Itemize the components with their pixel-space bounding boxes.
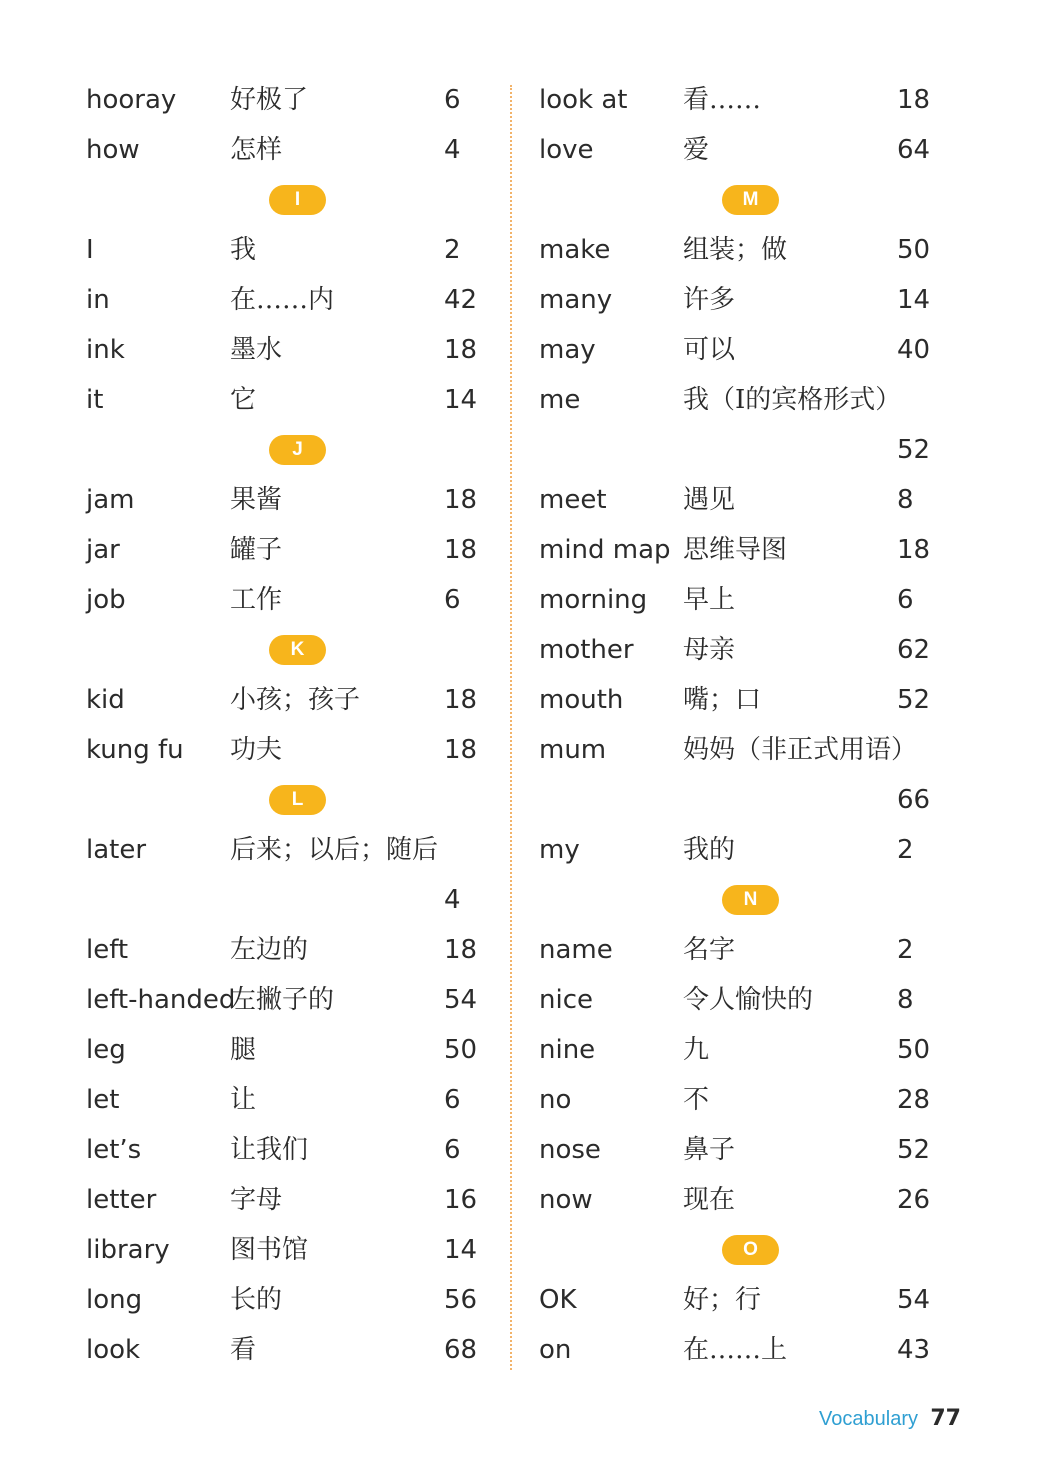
entry-word: job — [86, 585, 126, 615]
entry-word: let — [86, 1085, 120, 1115]
entry-page-number: 6 — [897, 585, 914, 615]
entry-meaning: 让我们 — [230, 1135, 309, 1165]
entry-meaning: 好；行 — [683, 1285, 762, 1315]
entry-page-number: 26 — [897, 1185, 931, 1215]
entry-word: nine — [539, 1035, 596, 1065]
letter-section-header — [539, 1225, 959, 1275]
letter-badge: N — [722, 885, 779, 915]
entry-meaning: 可以 — [683, 335, 736, 365]
footer-section-label: Vocabulary — [819, 1408, 919, 1430]
vocab-entry — [86, 75, 506, 125]
entry-page-number: 54 — [444, 985, 478, 1015]
entry-page-number: 8 — [897, 485, 914, 515]
entry-meaning: 在……内 — [230, 285, 335, 315]
entry-meaning: 左边的 — [230, 935, 309, 965]
vocab-entry — [86, 975, 506, 1025]
vocab-entry — [539, 225, 959, 275]
entry-page-number: 14 — [444, 385, 478, 415]
entry-page-number: 40 — [897, 335, 931, 365]
entry-page-number: 52 — [897, 685, 931, 715]
vocab-entry — [539, 925, 959, 975]
entry-page-number: 68 — [444, 1335, 478, 1365]
vocab-entry — [539, 1275, 959, 1325]
entry-word: jam — [86, 485, 135, 515]
vocab-entry — [539, 275, 959, 325]
entry-word: mother — [539, 635, 634, 665]
entry-page-number: 18 — [444, 485, 478, 515]
vocab-entry — [539, 625, 959, 675]
entry-page-number: 16 — [444, 1185, 478, 1215]
entry-page-continuation — [539, 425, 959, 475]
entry-page-number: 18 — [444, 935, 478, 965]
entry-word: mind map — [539, 535, 671, 565]
entry-page-number: 8 — [897, 985, 914, 1015]
entry-meaning: 名字 — [683, 935, 736, 965]
letter-badge: I — [269, 185, 326, 215]
vocab-entry — [86, 725, 506, 775]
vocab-entry — [86, 675, 506, 725]
letter-section-header — [86, 625, 506, 675]
entry-word: long — [86, 1285, 143, 1315]
entry-page-number: 66 — [897, 785, 931, 815]
entry-word: mum — [539, 735, 607, 765]
entry-page-number: 6 — [444, 585, 461, 615]
entry-page-continuation — [539, 775, 959, 825]
entry-meaning: 我（I的宾格形式） — [683, 385, 902, 415]
entry-meaning: 令人愉快的 — [683, 985, 814, 1015]
entry-meaning: 图书馆 — [230, 1235, 309, 1265]
vocab-entry — [539, 375, 959, 425]
letter-section-header — [539, 175, 959, 225]
entry-meaning: 现在 — [683, 1185, 736, 1215]
entry-page-number: 18 — [444, 335, 478, 365]
entry-meaning: 我 — [230, 235, 257, 265]
entry-page-number: 64 — [897, 135, 931, 165]
entry-word: morning — [539, 585, 648, 615]
entry-page-number: 18 — [897, 85, 931, 115]
vocab-entry — [86, 1225, 506, 1275]
vocab-entry — [86, 325, 506, 375]
entry-meaning: 看…… — [683, 85, 762, 115]
entry-word: OK — [539, 1285, 577, 1315]
entry-page-number: 50 — [897, 235, 931, 265]
entry-word: make — [539, 235, 611, 265]
entry-word: meet — [539, 485, 607, 515]
entry-word: may — [539, 335, 596, 365]
entry-meaning: 组装；做 — [683, 235, 788, 265]
vocab-entry — [86, 1175, 506, 1225]
letter-badge: L — [269, 785, 326, 815]
entry-word: my — [539, 835, 580, 865]
entry-page-number: 6 — [444, 85, 461, 115]
entry-word: no — [539, 1085, 572, 1115]
letter-section-header — [539, 875, 959, 925]
entry-page-number: 2 — [897, 835, 914, 865]
entry-meaning: 工作 — [230, 585, 283, 615]
entry-word: later — [86, 835, 147, 865]
entry-meaning: 功夫 — [230, 735, 283, 765]
entry-word: look — [86, 1335, 141, 1365]
entry-word: it — [86, 385, 104, 415]
vocab-entry — [86, 225, 506, 275]
vocab-entry — [539, 575, 959, 625]
entry-meaning: 后来；以后；随后 — [230, 835, 439, 865]
entry-word: on — [539, 1335, 572, 1365]
page-footer — [819, 1402, 961, 1435]
entry-page-number: 28 — [897, 1085, 931, 1115]
entry-word: library — [86, 1235, 170, 1265]
vocab-entry — [86, 1125, 506, 1175]
vocab-entry — [86, 1325, 506, 1375]
entry-word: kung fu — [86, 735, 184, 765]
entry-page-number: 50 — [897, 1035, 931, 1065]
entry-meaning: 墨水 — [230, 335, 283, 365]
entry-page-number: 6 — [444, 1085, 461, 1115]
letter-section-header — [86, 775, 506, 825]
entry-word: mouth — [539, 685, 624, 715]
vocab-entry — [539, 525, 959, 575]
entry-page-continuation — [86, 875, 506, 925]
entry-meaning: 罐子 — [230, 535, 283, 565]
entry-word: nose — [539, 1135, 601, 1165]
vocab-entry — [539, 675, 959, 725]
entry-meaning: 长的 — [230, 1285, 283, 1315]
entry-meaning: 母亲 — [683, 635, 736, 665]
entry-page-number: 14 — [444, 1235, 478, 1265]
entry-word: kid — [86, 685, 125, 715]
entry-word: love — [539, 135, 594, 165]
entry-page-number: 18 — [444, 735, 478, 765]
entry-meaning: 看 — [230, 1335, 257, 1365]
entry-word: in — [86, 285, 110, 315]
vocabulary-right-column — [539, 75, 959, 1375]
vocab-entry — [86, 1025, 506, 1075]
vocab-entry — [86, 125, 506, 175]
vocab-entry — [86, 525, 506, 575]
entry-page-number: 6 — [444, 1135, 461, 1165]
entry-page-number: 2 — [444, 235, 461, 265]
entry-meaning: 小孩；孩子 — [230, 685, 361, 715]
vocab-entry — [539, 1075, 959, 1125]
entry-page-number: 18 — [897, 535, 931, 565]
entry-word: now — [539, 1185, 593, 1215]
entry-word: letter — [86, 1185, 157, 1215]
vocab-entry — [539, 1175, 959, 1225]
entry-meaning: 不 — [683, 1085, 710, 1115]
entry-page-number: 50 — [444, 1035, 478, 1065]
entry-page-number: 18 — [444, 535, 478, 565]
entry-meaning: 字母 — [230, 1185, 283, 1215]
entry-word: look at — [539, 85, 628, 115]
vocab-entry — [539, 825, 959, 875]
vocab-entry — [86, 1075, 506, 1125]
vocab-entry — [86, 1275, 506, 1325]
entry-page-number: 62 — [897, 635, 931, 665]
page-number: 77 — [930, 1406, 961, 1431]
entry-word: left-handed — [86, 985, 236, 1015]
vocab-entry — [539, 975, 959, 1025]
entry-page-number: 54 — [897, 1285, 931, 1315]
entry-word: me — [539, 385, 581, 415]
vocab-entry — [539, 325, 959, 375]
vocab-entry — [86, 375, 506, 425]
entry-word: let’s — [86, 1135, 142, 1165]
letter-section-header — [86, 175, 506, 225]
letter-badge: O — [722, 1235, 779, 1265]
entry-page-number: 18 — [444, 685, 478, 715]
vocab-entry — [86, 275, 506, 325]
entry-word: name — [539, 935, 613, 965]
entry-meaning: 腿 — [230, 1035, 257, 1065]
entry-word: I — [86, 235, 94, 265]
vocabulary-left-column — [86, 75, 506, 1375]
entry-word: jar — [86, 535, 120, 565]
entry-meaning: 好极了 — [230, 85, 309, 115]
entry-word: leg — [86, 1035, 126, 1065]
entry-page-number: 52 — [897, 1135, 931, 1165]
entry-page-number: 2 — [897, 935, 914, 965]
entry-meaning: 早上 — [683, 585, 736, 615]
vocab-entry — [539, 1125, 959, 1175]
entry-meaning: 鼻子 — [683, 1135, 736, 1165]
entry-meaning: 许多 — [683, 285, 736, 315]
entry-word: left — [86, 935, 129, 965]
entry-meaning: 我的 — [683, 835, 736, 865]
entry-page-number: 14 — [897, 285, 931, 315]
vocab-entry — [86, 475, 506, 525]
entry-meaning: 九 — [683, 1035, 710, 1065]
entry-page-number: 4 — [444, 885, 461, 915]
entry-word: ink — [86, 335, 125, 365]
letter-badge: M — [722, 185, 779, 215]
entry-page-number: 42 — [444, 285, 478, 315]
entry-page-number: 56 — [444, 1285, 478, 1315]
entry-word: how — [86, 135, 140, 165]
vocab-entry — [86, 925, 506, 975]
vocab-entry — [539, 725, 959, 775]
entry-meaning: 怎样 — [230, 135, 283, 165]
entry-meaning: 在……上 — [683, 1335, 788, 1365]
entry-meaning: 妈妈（非正式用语） — [683, 735, 918, 765]
vocab-entry — [539, 1025, 959, 1075]
entry-meaning: 左撇子的 — [230, 985, 335, 1015]
entry-meaning: 它 — [230, 385, 257, 415]
column-divider — [510, 85, 512, 1370]
entry-word: nice — [539, 985, 593, 1015]
entry-page-number: 52 — [897, 435, 931, 465]
vocab-entry — [539, 125, 959, 175]
vocab-entry — [539, 475, 959, 525]
entry-word: many — [539, 285, 613, 315]
vocab-entry — [86, 825, 506, 875]
entry-meaning: 嘴；口 — [683, 685, 762, 715]
entry-word: hooray — [86, 85, 177, 115]
letter-badge: K — [269, 635, 326, 665]
entry-meaning: 遇见 — [683, 485, 736, 515]
entry-meaning: 思维导图 — [683, 535, 788, 565]
entry-meaning: 果酱 — [230, 485, 283, 515]
entry-meaning: 爱 — [683, 135, 710, 165]
entry-meaning: 让 — [230, 1085, 257, 1115]
entry-page-number: 43 — [897, 1335, 931, 1365]
entry-page-number: 4 — [444, 135, 461, 165]
letter-section-header — [86, 425, 506, 475]
vocab-entry — [539, 75, 959, 125]
vocab-entry — [539, 1325, 959, 1375]
vocab-entry — [86, 575, 506, 625]
letter-badge: J — [269, 435, 326, 465]
